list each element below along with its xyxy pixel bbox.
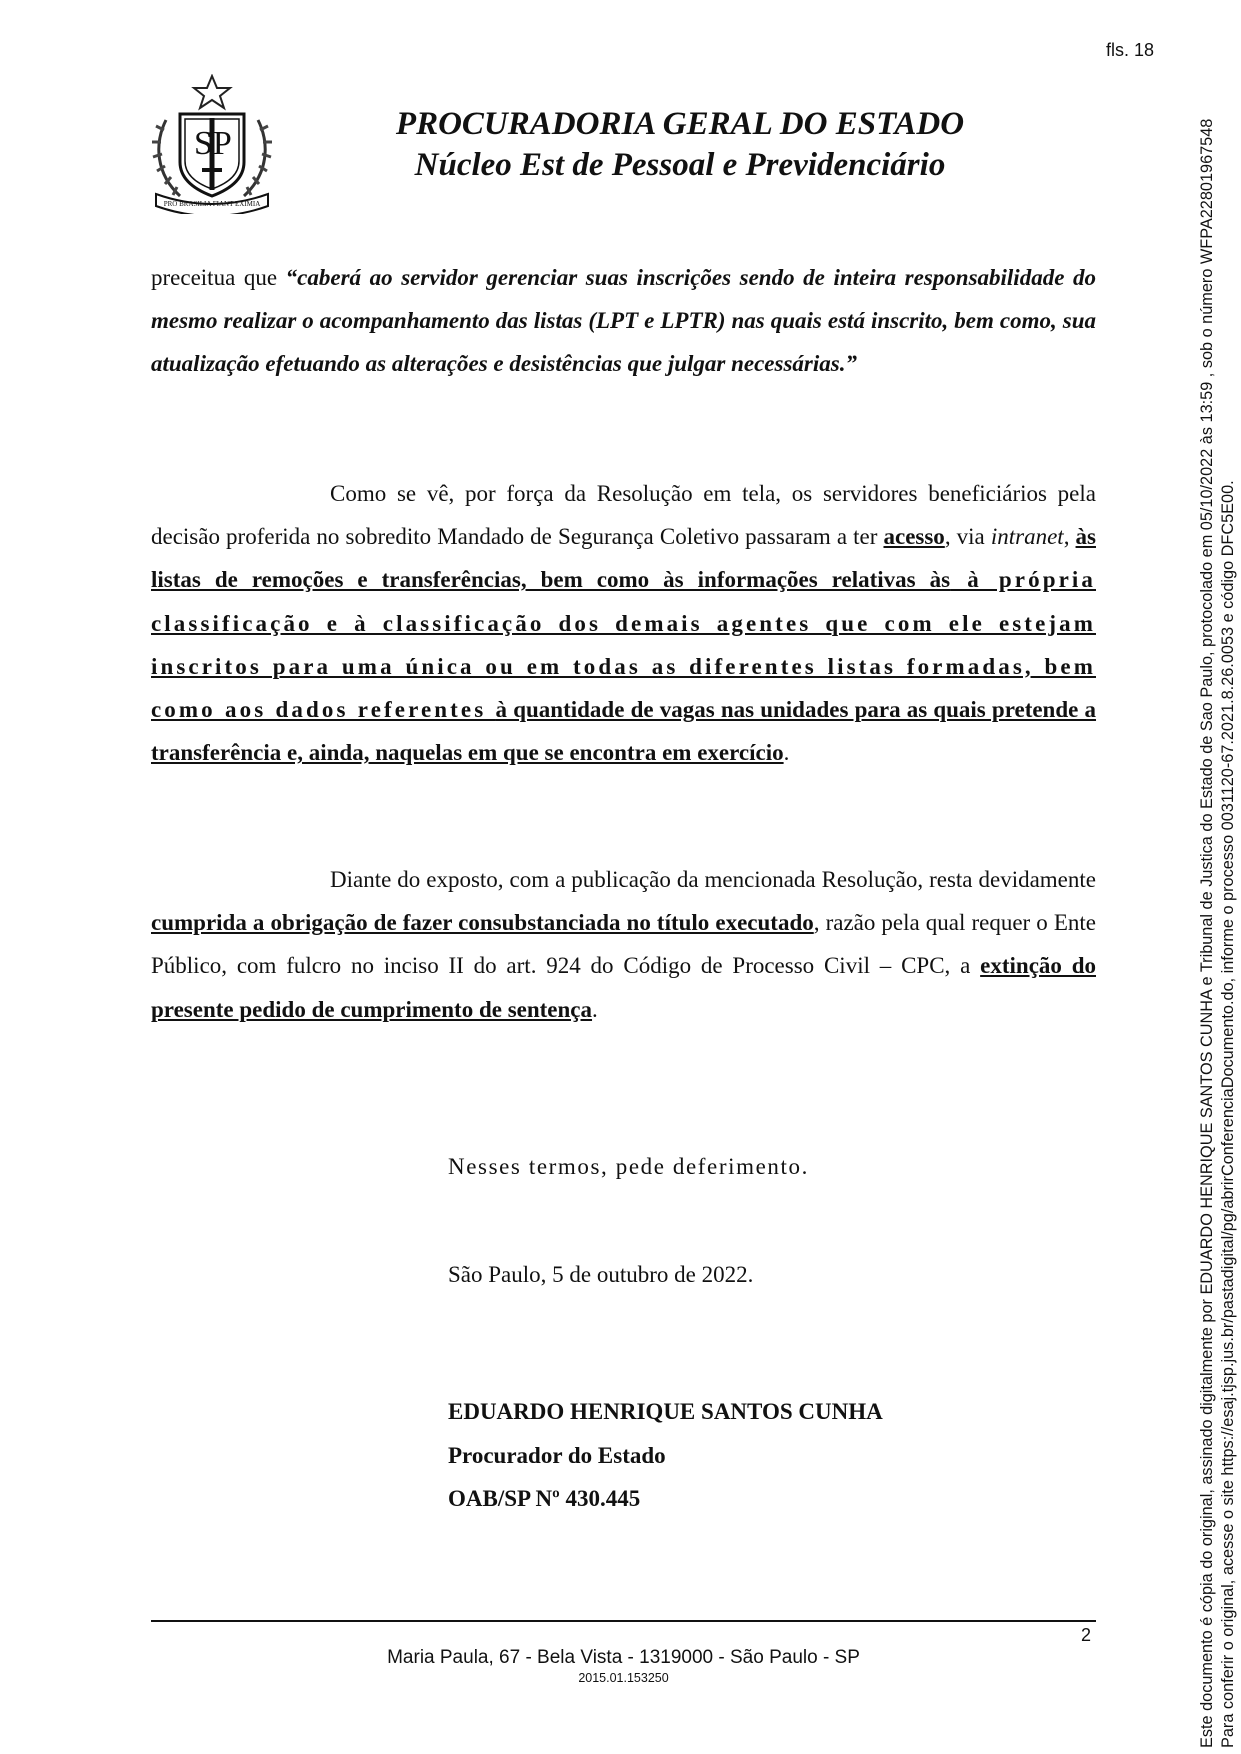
paragraph-access	[151, 472, 1096, 774]
seal-letter-s: SP	[194, 125, 232, 162]
paragraph2-end: .	[783, 740, 790, 766]
paragraph2-text3: ,	[1063, 524, 1076, 550]
closing-phrase: Nesses termos, pede deferimento.	[448, 1154, 809, 1179]
paragraph3-end: .	[592, 996, 598, 1022]
page-footer	[151, 1646, 1096, 1686]
paragraph2-text1: Como se vê, por força da Resolução em tela, os servidores beneficiários pela decisão proferida no sobredito Mandado de Segurança Coletivo passaram a ter	[151, 481, 1096, 550]
access-emphasis: acesso	[883, 524, 945, 550]
paragraph2-text2: , via	[944, 524, 991, 550]
classification-emphasis: à própria classificação e à classificação dos demais agentes que com ele estejam inscritos para uma única ou em todas as diferentes listas formadas, bem como aos dados referentes	[151, 567, 1096, 723]
paragraph3-text2: , razão pela qual requer o Ente Público, com fulcro no inciso II do art. 924 do Código de Processo Civil – CPC, a	[151, 910, 1096, 979]
signer-name: EDUARDO HENRIQUE SANTOS CUNHA	[448, 1399, 883, 1424]
obligation-emphasis: cumprida a obrigação de fazer consubstanciada no título executado	[151, 910, 814, 936]
header-unit: Núcleo Est de Pessoal e Previdenciário	[414, 147, 946, 183]
signer-role: Procurador do Estado	[448, 1442, 666, 1468]
page-label: fls. 18	[1106, 40, 1155, 60]
coat-of-arms-icon	[150, 74, 274, 214]
signer-oab: OAB/SP Nº 430.445	[448, 1486, 641, 1511]
access-lists-emphasis: às listas de remoções e transferências, bem como às informações relativas às	[151, 524, 1096, 593]
page-number: 2	[1081, 1625, 1092, 1645]
digital-signature-note	[1197, 38, 1239, 1748]
intranet-term: intranet	[990, 524, 1064, 550]
resolution-quote: “caberá ao servidor gerenciar suas inscrições sendo de inteira responsabilidade do mesmo realizar o acompanhamento das listas (LPT e LPTR) nas quais está inscrito, bem como, sua atualização efetuando as alterações e desistências que julgar necessárias.”	[151, 265, 1096, 377]
paragraph1-lead: preceitua que	[151, 265, 286, 290]
footer-code: 2015.01.153250	[578, 1671, 669, 1685]
paragraph-quote	[151, 256, 1096, 386]
side-note-line1: Este documento é cópia do original, assinado digitalmente por EDUARDO HENRIQUE SANTOS CUNHA e Tribunal de Justica do Estado de Sao Paulo, protocolado em 05/10/2022 às 13:59 , sob o número WFPA22801967548	[1198, 118, 1216, 1748]
side-note-line2: Para conferir o original, acesse o site https://esaj.tjsp.jus.br/pastadigital/pg/abrirConferenciaDocumento.do, informe o processo 0031120-67.2021.8.26.0053 e código DFC5E00.	[1219, 480, 1237, 1748]
paragraph3-text1: Diante do exposto, com a publicação da mencionada Resolução, resta devidamente	[330, 867, 1096, 892]
footer-divider	[151, 1620, 1096, 1622]
state-coat-of-arms	[150, 74, 274, 214]
vacancies-emphasis: à quantidade de vagas nas unidades para as quais pretende a transferência e, ainda, naquelas em que se encontra em exercício	[151, 697, 1097, 766]
document-header	[360, 104, 1000, 186]
seal-motto: PRO BRASILIA FIANT EXIMIA	[163, 200, 261, 208]
paragraph-conclusion	[151, 858, 1096, 1031]
footer-address: Maria Paula, 67 - Bela Vista - 1319000 - São Paulo - SP	[387, 1647, 860, 1668]
extinction-emphasis: extinção do presente pedido de cumprimento de sentença	[151, 953, 1096, 1022]
document-date: São Paulo, 5 de outubro de 2022.	[448, 1262, 754, 1287]
signature-block	[448, 1390, 883, 1521]
header-org: PROCURADORIA GERAL DO ESTADO	[395, 106, 965, 142]
